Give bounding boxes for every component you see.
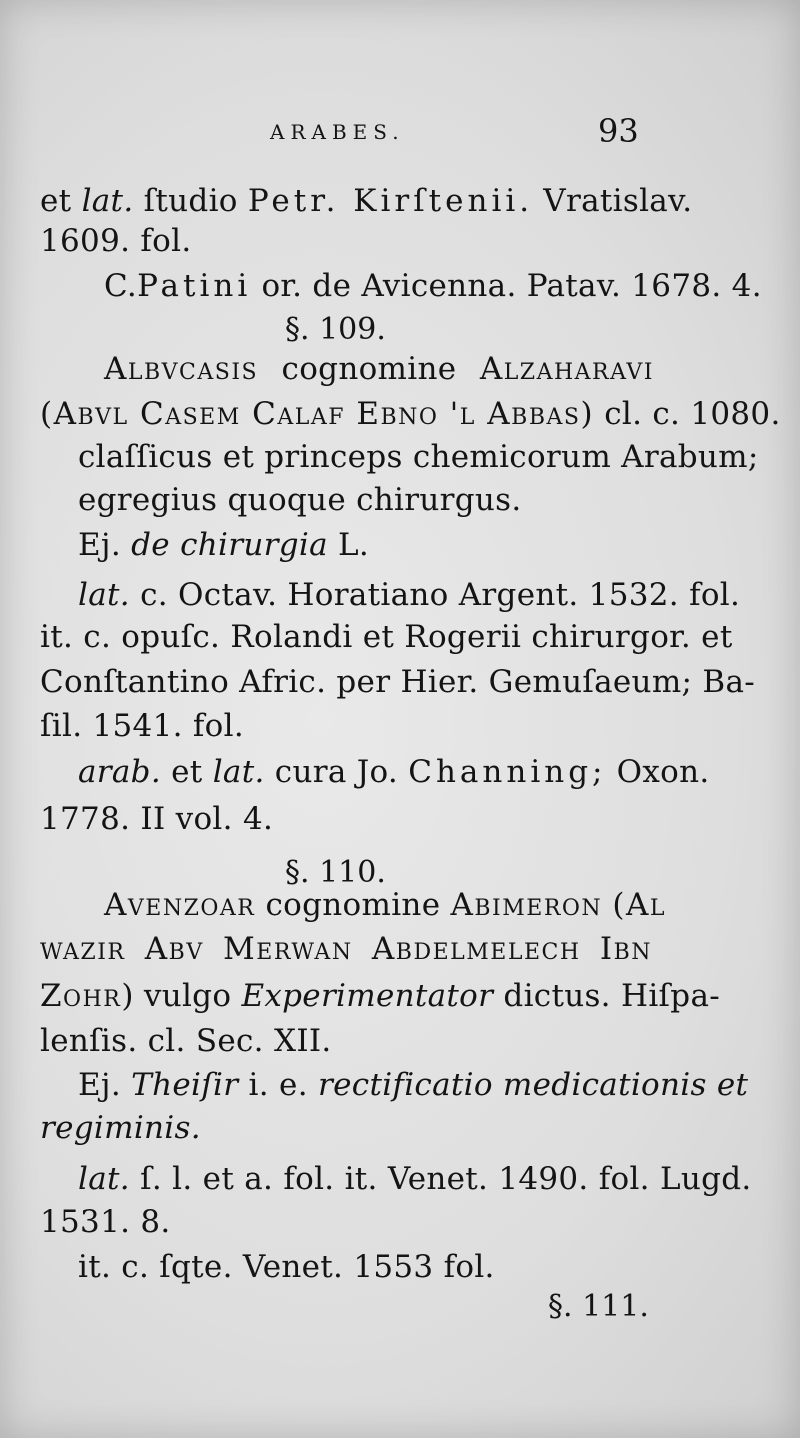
text-line-13 xyxy=(78,752,710,792)
text-line-7 xyxy=(78,480,522,520)
text-span: ſ. l. et a. fol. it. Venet. 1490. fol. Lugd. xyxy=(140,1161,752,1197)
text-span: or. de Avicenna. Patav. 1678. 4. xyxy=(261,268,762,304)
text-span: Theiſir xyxy=(131,1067,239,1103)
text-line-12 xyxy=(40,706,244,746)
text-span: lenſis. cl. Sec. XII. xyxy=(40,1023,332,1059)
text-span: Experimentator xyxy=(241,978,494,1014)
text-span: lat. xyxy=(212,754,265,790)
text-span: lat. xyxy=(78,1161,130,1197)
text-line-14 xyxy=(40,799,273,839)
text-line-19 xyxy=(78,1065,749,1105)
text-span: it. c. ſqte. Venet. 1553 fol. xyxy=(78,1249,495,1285)
text-span: it. c. opuſc. Rolandi et Rogerii chirurgor. et xyxy=(40,619,733,655)
text-span: Petr. Kirſtenii. xyxy=(247,183,534,219)
text-line-23 xyxy=(78,1247,495,1287)
text-line-9 xyxy=(78,575,740,615)
page-number: 93 xyxy=(598,112,639,150)
text-span: cl. c. 1080. xyxy=(604,396,781,432)
text-span: Albvcasis xyxy=(104,351,259,387)
text-span: ſil. 1541. fol. xyxy=(40,708,245,744)
text-span: Channing; xyxy=(408,754,607,790)
text-line-11 xyxy=(40,662,756,702)
text-span: Zohr xyxy=(40,978,122,1014)
text-span: Hiſpa- xyxy=(620,978,721,1014)
text-span: et xyxy=(40,183,72,219)
text-span: Oxon. xyxy=(616,754,710,790)
text-line-18 xyxy=(40,1021,332,1061)
text-span: cognomine xyxy=(281,351,457,387)
text-span: C. xyxy=(104,268,138,304)
text-span: claſſicus et princeps chemicorum Arabum; xyxy=(78,439,759,475)
text-line-5 xyxy=(40,394,781,434)
text-span: Avenzoar xyxy=(104,887,256,923)
text-span: Ej. xyxy=(78,527,121,563)
text-span: Alzaharavi xyxy=(479,351,654,387)
text-span: egregius quoque chirurgus. xyxy=(78,482,522,518)
running-head: ARABES. xyxy=(270,120,405,144)
text-span: 1531. 8. xyxy=(40,1204,171,1240)
text-span: Vratislav. xyxy=(543,183,693,219)
text-line-21 xyxy=(78,1159,752,1199)
catchword-section-111: §. 111. xyxy=(548,1289,649,1324)
text-span: lat. xyxy=(78,577,130,613)
text-span: rectificatio medicationis et xyxy=(318,1067,749,1103)
text-span: Abdelmelech xyxy=(371,931,581,967)
text-span: arab. xyxy=(78,754,161,790)
text-line-17 xyxy=(40,976,721,1016)
text-span: Ibn xyxy=(599,931,653,967)
text-span: ſtudio xyxy=(143,183,238,219)
text-line-3 xyxy=(104,266,762,306)
text-span: c. Octav. Horatiano Argent. 1532. fol. xyxy=(140,577,741,613)
text-line-4 xyxy=(104,349,654,389)
text-span: cognomine xyxy=(265,887,441,923)
text-span: et xyxy=(171,754,203,790)
text-span: 1778. II vol. 4. xyxy=(40,801,274,837)
text-line-8 xyxy=(78,525,369,565)
text-span: Abv xyxy=(144,931,204,967)
text-span: wazir xyxy=(40,931,126,967)
text-span: cura Jo. xyxy=(274,754,399,790)
text-line-15 xyxy=(104,885,666,925)
text-span: de chirurgia xyxy=(131,527,328,563)
text-span: dictus. xyxy=(503,978,611,1014)
section-heading-109: §. 109. xyxy=(285,312,386,347)
text-span: regiminis. xyxy=(40,1110,201,1146)
text-line-16 xyxy=(40,929,652,969)
text-span: i. e. xyxy=(248,1067,308,1103)
text-span: lat. xyxy=(81,183,134,219)
text-line-20 xyxy=(40,1108,201,1148)
text-span: L. xyxy=(338,527,370,563)
text-span: Abimeron xyxy=(450,887,603,923)
text-span: (Al xyxy=(612,887,666,923)
text-span: (Abvl Casem Calaf Ebno 'l Abbas) xyxy=(40,396,595,432)
text-span: Merwan xyxy=(223,931,353,967)
text-line-6 xyxy=(78,437,759,477)
text-span: ) vulgo xyxy=(121,978,232,1014)
text-span: Patini xyxy=(137,268,252,304)
section-heading-110: §. 110. xyxy=(285,855,386,890)
text-span: Ej. xyxy=(78,1067,121,1103)
text-line-1 xyxy=(40,181,693,221)
text-line-2 xyxy=(40,221,192,261)
text-span: Conſtantino Afric. per Hier. Gemuſaeum; Ba- xyxy=(40,664,756,700)
text-line-10 xyxy=(40,617,733,657)
text-span: 1609. fol. xyxy=(40,223,192,259)
text-line-22 xyxy=(40,1202,171,1242)
